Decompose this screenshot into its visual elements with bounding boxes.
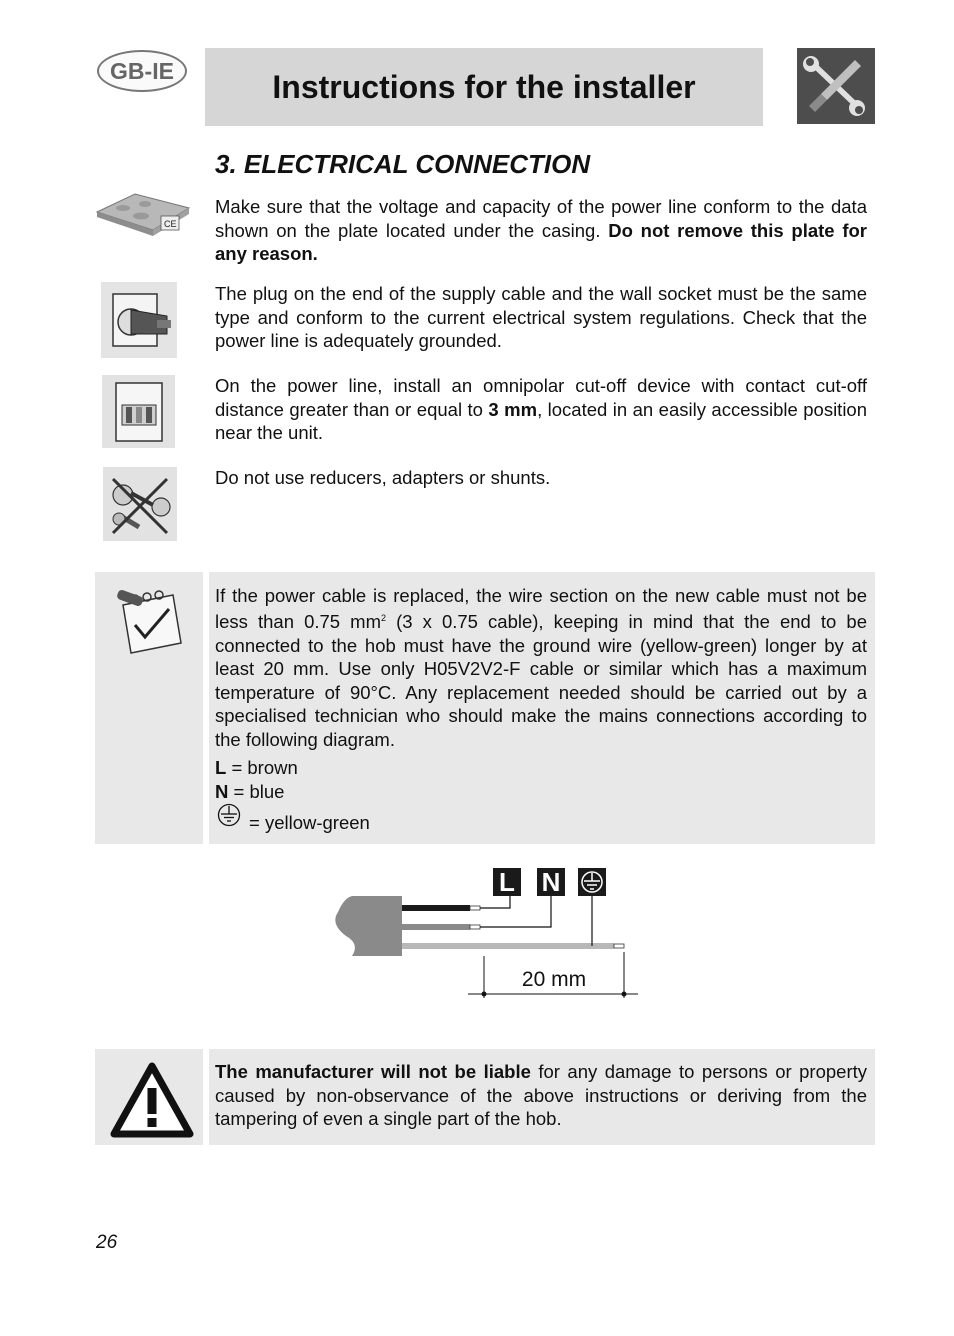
superscript: 2 [380,613,386,624]
ground-symbol-icon [217,803,241,827]
page-header [205,48,763,126]
legend-key: N [215,781,229,802]
paragraph-bold: 3 mm [488,398,538,420]
section-title: 3. ELECTRICAL CONNECTION [215,149,591,179]
warning-body: for any damage to persons or property caused by non-observance of the above instructions or deriving from the tampering of even a single part of the hob. [215,1061,867,1129]
paragraph-text: , located in an easily accessible position near the unit. [215,398,868,443]
paragraph-plug-socket: The plug on the end of the supply cable and the wall socket must be the same type and conform to the current electrical system regulations. Check that the power line is adequately grounded. [215,283,867,351]
legend-brown [215,756,298,780]
legend-value: = brown [226,757,298,778]
hob-plate-icon [95,190,191,242]
dimension-label: 20 mm [521,968,587,991]
page-title: Instructions for the installer [272,68,696,105]
paragraph-bold: Do not remove this plate for any reason. [215,219,867,264]
language-badge: GB-IE [97,50,187,92]
notepad-check-icon [113,585,187,659]
diagram-label-L: L [499,867,515,897]
wiring-diagram [330,864,640,1004]
paragraph-text: On the power line, install an omnipolar cut-off device with contact cut-off distance greater than or equal to [215,375,867,420]
wall-socket-plug-icon [101,282,177,358]
no-adapter-icon [103,467,177,541]
paragraph-rating-plate [215,195,867,266]
paragraph-text: Make sure that the voltage and capacity of the power line conform to the data shown on the plate located under the casing. [215,196,867,241]
diagram-label-N: N [541,867,561,897]
warning-triangle-icon [110,1060,194,1138]
note-text-part: If the power cable is replaced, the wire section on the new cable must not be less than 0.75 mm [215,585,867,633]
warning-text [215,1060,867,1131]
legend-value: = blue [228,781,285,802]
legend-key: L [215,757,227,778]
svg-text:CE: CE [164,219,177,229]
warning-bold: The manufacturer will not be liable [215,1061,531,1082]
note-text [215,584,867,751]
page-number: 26 [96,1232,118,1253]
wrench-screwdriver-icon [797,48,875,124]
note-text-part: (3 x 0.75 cable), keeping in mind that the end to be connected to the hob must have the ground wire (yellow-green) longer by at least 20 mm. Use only H05V2V2-F cable or similar which has a maximum temperature of 90°C. Any replacement needed should be carried out by a specialised technician who should make the mains connections according to the following diagram. [215,611,867,750]
paragraph-cutoff-device [215,374,867,445]
cutoff-switch-icon [102,375,175,448]
legend-yellow-green: = yellow-green [249,812,370,833]
paragraph-no-adapters: Do not use reducers, adapters or shunts. [215,467,551,488]
legend-blue [215,780,284,804]
